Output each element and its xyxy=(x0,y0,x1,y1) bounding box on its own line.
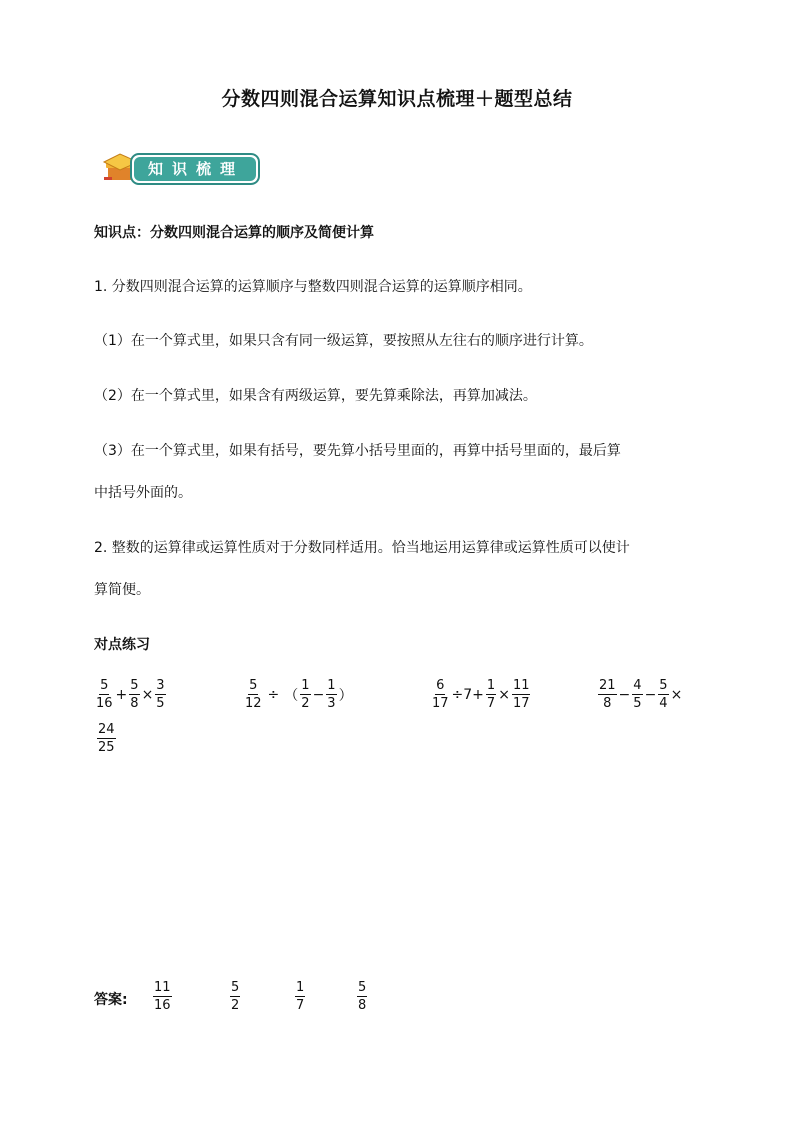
rule-1-3-line2: 中括号外面的。 xyxy=(94,485,192,501)
fraction: $\frac{5}{16}$ xyxy=(96,678,113,711)
operator: + xyxy=(115,686,128,703)
answers-label: 答案: xyxy=(94,992,128,1008)
left-paren: （ xyxy=(284,687,299,704)
fraction: $\frac{5}{4}$ xyxy=(659,678,668,711)
fraction: $\frac{1}{2}$ xyxy=(301,678,310,711)
operator: − xyxy=(618,686,631,703)
right-paren: ） xyxy=(338,687,353,704)
badge-label: 知识梳理 xyxy=(134,157,256,181)
operator: × xyxy=(498,686,510,703)
knowledge-heading: 知识点：分数四则混合运算的顺序及简便计算 xyxy=(94,225,374,241)
rule-2-line1: 2. 整数的运算律或运算性质对于分数同样适用。恰当地运用运算律或运算性质可以使计 xyxy=(94,540,630,556)
fraction: $\frac{1}{7}$ xyxy=(486,678,496,711)
section-badge xyxy=(100,150,260,186)
fraction: $\frac{1}{7}$ xyxy=(296,980,305,1013)
fraction: $\frac{24}{25}$ xyxy=(98,722,115,755)
exercise-4 xyxy=(597,678,683,711)
rule-1-2: （2）在一个算式里，如果含有两级运算，要先算乘除法，再算加减法。 xyxy=(94,388,537,404)
fraction: $\frac{3}{5}$ xyxy=(156,678,165,711)
badge-frame xyxy=(130,153,260,185)
rule-1-3-line1: （3）在一个算式里，如果有括号，要先算小括号里面的，再算中括号里面的，最后算 xyxy=(94,443,621,459)
fraction: $\frac{5}{8}$ xyxy=(358,980,367,1013)
fraction: $\frac{11}{17}$ xyxy=(512,678,530,711)
answer-2 xyxy=(229,980,241,1013)
fraction: $\frac{21}{8}$ xyxy=(599,678,616,711)
answer-1 xyxy=(152,980,173,1013)
fraction: $\frac{5}{2}$ xyxy=(231,980,240,1013)
fraction: $\frac{5}{12}$ xyxy=(245,678,262,711)
answer-3 xyxy=(294,980,306,1013)
answer-4 xyxy=(356,980,368,1013)
rule-1: 1. 分数四则混合运算的运算顺序与整数四则混合运算的运算顺序相同。 xyxy=(94,279,532,295)
fraction: $\frac{11}{16}$ xyxy=(154,980,171,1013)
practice-heading: 对点练习 xyxy=(94,637,150,653)
rule-2-line2: 算简便。 xyxy=(94,582,150,598)
operator: × xyxy=(141,686,154,703)
operator: × xyxy=(670,686,683,703)
exercise-3 xyxy=(430,678,531,711)
fraction: $\frac{6}{17}$ xyxy=(432,678,449,711)
exercise-1 xyxy=(94,678,167,711)
fraction: $\frac{1}{3}$ xyxy=(327,678,336,711)
rule-1-1: （1）在一个算式里，如果只含有同一级运算，要按照从左往右的顺序进行计算。 xyxy=(94,333,593,349)
operator: − xyxy=(644,686,657,703)
operator: ÷7+ xyxy=(451,686,484,703)
exercise-4-continued xyxy=(96,722,117,755)
exercise-2 xyxy=(243,678,354,711)
operator: − xyxy=(312,686,325,703)
fraction: $\frac{4}{5}$ xyxy=(633,678,642,711)
operator: ÷ xyxy=(267,686,280,703)
fraction: $\frac{5}{8}$ xyxy=(130,678,139,711)
page-title: 分数四则混合运算知识点梳理＋题型总结 xyxy=(221,88,573,110)
